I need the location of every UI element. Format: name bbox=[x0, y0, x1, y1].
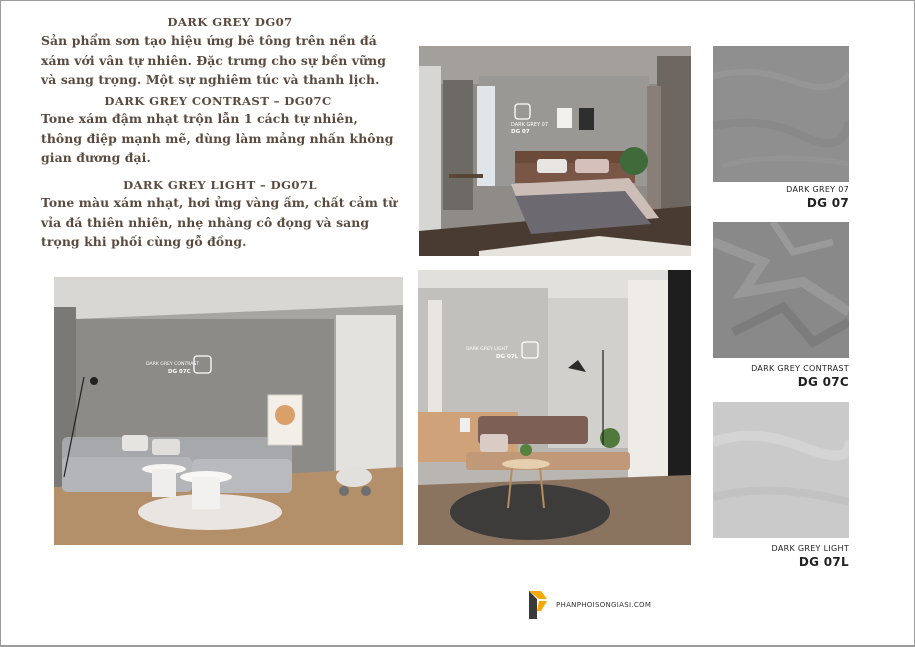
text-line: vỉa đá thiên nhiên, nhẹ nhàng cô đọng và sang bbox=[41, 214, 370, 230]
swatch-name-dg07l: DARK GREY LIGHT bbox=[771, 544, 849, 553]
bedroom-photo bbox=[419, 46, 691, 256]
section-body-dg07 bbox=[41, 31, 411, 90]
text-line: xám với vân tự nhiên. Đặc trưng cho sự bền vững bbox=[41, 52, 387, 68]
section-title-dg07l: DARK GREY LIGHT – DG07L bbox=[123, 178, 317, 192]
text-line: Tone màu xám nhạt, hơi ửng vàng ấm, chất cảm từ bbox=[41, 195, 398, 210]
section-title-dg07: DARK GREY DG07 bbox=[167, 15, 293, 29]
text-line: trọng khi phối cùng gỗ đồng. bbox=[41, 234, 247, 249]
brand-logo-icon bbox=[527, 589, 549, 621]
website-text: PHANPHOISONGIASI.COM bbox=[556, 601, 652, 609]
swatch-code-dg07c: DG 07C bbox=[797, 375, 849, 389]
living-room-photo bbox=[54, 277, 403, 545]
living-tag-line2: DG 07C bbox=[168, 369, 191, 375]
swatch-dg07l bbox=[713, 402, 849, 538]
lounge-tag-line2: DG 07L bbox=[496, 354, 519, 360]
section-body-dg07l bbox=[41, 193, 411, 252]
text-line: thông điệp mạnh mẽ, dùng làm mảng nhấn không bbox=[41, 130, 394, 146]
swatch-code-dg07l: DG 07L bbox=[798, 555, 849, 569]
bedroom-tag-line2: DG 07 bbox=[511, 129, 530, 135]
section-title-dg07c: DARK GREY CONTRAST – DG07C bbox=[104, 94, 332, 108]
text-line: Tone xám đậm nhạt trộn lẫn 1 cách tự nhiên, bbox=[41, 111, 358, 126]
text-line: và sang trọng. Một sự nghiêm túc và thanh lịch. bbox=[41, 72, 380, 87]
lounge-photo bbox=[418, 270, 691, 545]
swatch-dg07c bbox=[713, 222, 849, 358]
swatch-name-dg07: DARK GREY 07 bbox=[786, 185, 849, 194]
bedroom-tag-line1: DARK GREY 07 bbox=[511, 122, 549, 128]
swatch-name-dg07c: DARK GREY CONTRAST bbox=[751, 364, 849, 373]
living-tag-line1: DARK GREY CONTRAST bbox=[146, 362, 200, 367]
text-line: gian đương đại. bbox=[41, 150, 151, 165]
section-body-dg07c bbox=[41, 109, 411, 168]
text-line: Sản phẩm sơn tạo hiệu ứng bê tông trên nền đá bbox=[41, 33, 377, 48]
lounge-tag-line1: DARK GREY LIGHT bbox=[466, 347, 508, 352]
swatch-code-dg07: DG 07 bbox=[806, 196, 849, 210]
swatch-dg07 bbox=[713, 46, 849, 182]
